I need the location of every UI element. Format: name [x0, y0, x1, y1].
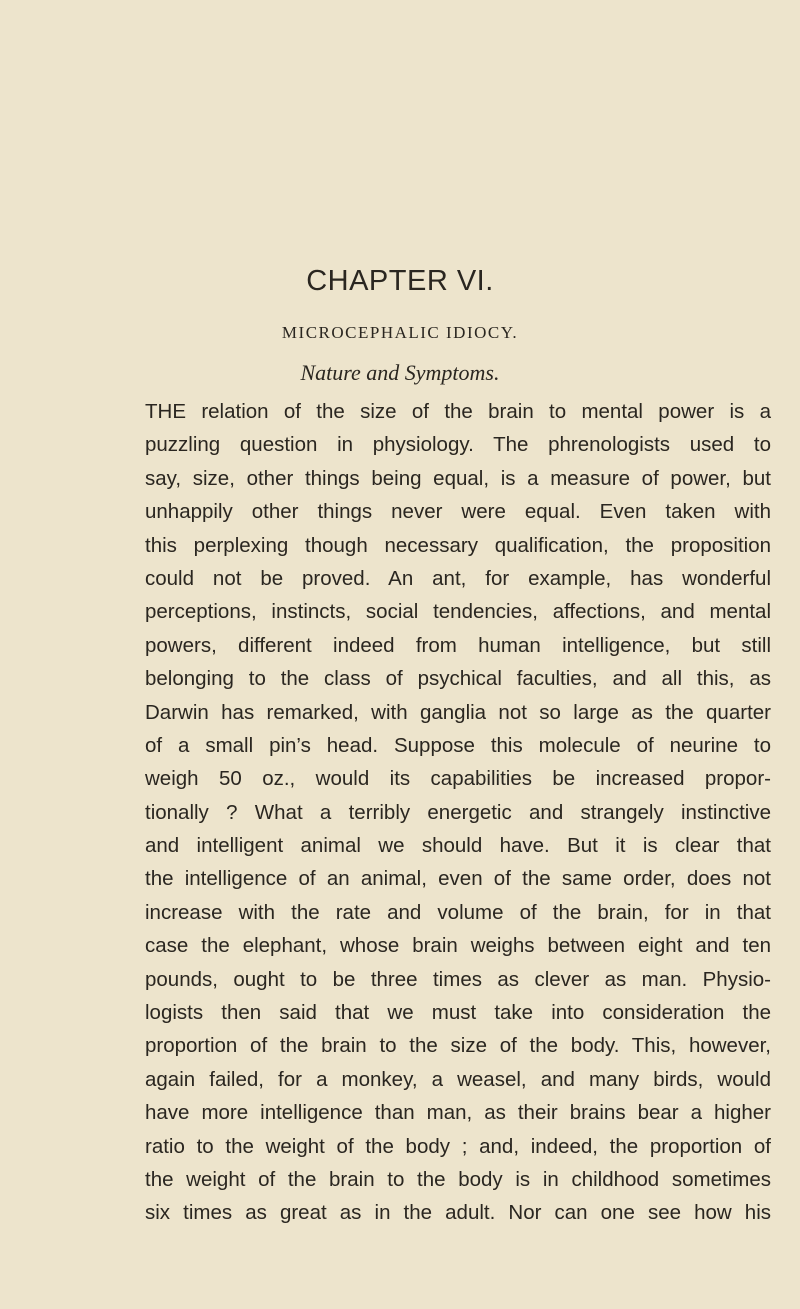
text-line: have more intelligence than man, as their brains bear a higher — [145, 1101, 771, 1125]
text-line: powers, different indeed from human intelligence, but still — [145, 633, 771, 657]
text-line: tionally ? What a terribly energetic and strangely instinctive — [145, 800, 771, 824]
text-line: logists then said that we must take into consideration the — [145, 1001, 771, 1025]
text-line: again failed, for a monkey, a weasel, and many birds, would — [145, 1067, 771, 1091]
section-title: Nature and Symptoms. — [300, 360, 500, 385]
text-line: weigh 50 oz., would its capabilities be increased propor- — [145, 767, 771, 791]
text-line: unhappily other things never were equal. Even taken with — [145, 500, 771, 524]
text-line: say, size, other things being equal, is a measure of power, but — [145, 466, 771, 490]
text-line: increase with the rate and volume of the brain, for in that — [145, 900, 771, 924]
text-line: and intelligent animal we should have. But it is clear that — [145, 834, 771, 858]
text-line: could not be proved. An ant, for example, has wonderful — [145, 566, 771, 590]
text-line: this perplexing though necessary qualification, the proposition — [145, 533, 771, 557]
text-line: belonging to the class of psychical faculties, and all this, as — [145, 667, 771, 691]
text-line: six times as great as in the adult. Nor can one see how his — [145, 1201, 771, 1225]
text-line: THE relation of the size of the brain to mental power is a — [145, 400, 771, 423]
text-line: Darwin has remarked, with ganglia not so large as the quarter — [145, 700, 771, 724]
text-line: puzzling question in physiology. The phrenologists used to — [145, 433, 771, 457]
chapter-heading: CHAPTER VI. — [306, 265, 494, 297]
text-line: pounds, ought to be three times as clever as man. Physio- — [145, 967, 771, 991]
text-line: ratio to the weight of the body ; and, indeed, the proportion of — [145, 1134, 771, 1158]
text-line: the intelligence of an animal, even of the same order, does not — [145, 867, 771, 891]
chapter-subtitle: MICROCEPHALIC IDIOCY. — [281, 323, 519, 342]
text-line: perceptions, instincts, social tendencies, affections, and mental — [145, 600, 771, 624]
text-line: case the elephant, whose brain weighs between eight and ten — [145, 934, 771, 958]
body-paragraph — [145, 395, 771, 1230]
text-line: of a small pin’s head. Suppose this molecule of neurine to — [145, 733, 771, 757]
text-line: the weight of the brain to the body is in childhood sometimes — [145, 1167, 771, 1191]
text-line: proportion of the brain to the size of the body. This, however, — [145, 1034, 771, 1058]
